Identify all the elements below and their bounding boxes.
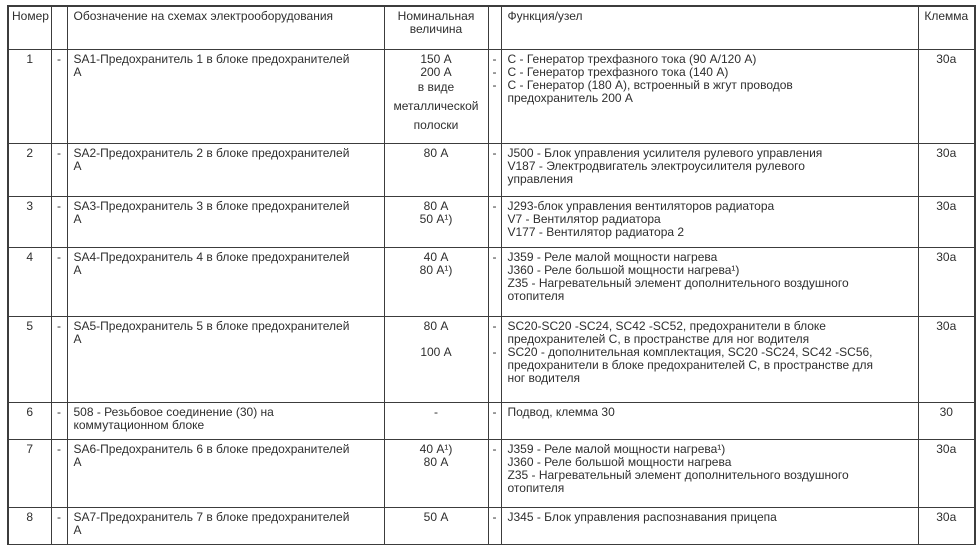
text-line: J359 - Реле малой мощности нагрева <box>507 250 718 264</box>
text-line <box>490 456 500 469</box>
row-dash: - <box>51 248 67 317</box>
text-line: - <box>492 319 497 333</box>
text-line: 80 А <box>423 455 449 469</box>
text-line: SC20-SC20 -SC24, SC42 -SC52, предохранители в блоке <box>507 319 826 333</box>
text-line: - <box>492 510 497 524</box>
designation-cell <box>67 197 384 248</box>
terminal-cell: 30а <box>918 248 975 317</box>
function-node-cell <box>501 508 918 545</box>
text-line: SA7-Предохранитель 7 в блоке предохранителей <box>73 510 350 524</box>
text-line <box>490 290 500 303</box>
text-line: 80 А <box>423 146 449 160</box>
text-line: SA3-Предохранитель 3 в блоке предохранителей <box>73 199 350 213</box>
row-number: 3 <box>8 197 51 248</box>
function-node-cell <box>501 50 918 144</box>
text-line: 80 А <box>423 199 449 213</box>
text-line: коммутационном блоке <box>73 418 205 432</box>
nominal-value-cell <box>384 248 488 317</box>
terminal-cell: 30а <box>918 197 975 248</box>
nominal-value-cell <box>384 508 488 545</box>
text-line: А <box>73 523 82 537</box>
text-line <box>490 264 500 277</box>
text-line: полоски <box>413 118 459 132</box>
text-line: - <box>492 199 497 213</box>
designation-cell <box>67 50 384 144</box>
function-dash-cell <box>488 403 501 440</box>
text-line: 40 А <box>423 250 449 264</box>
function-dash-cell <box>488 50 501 144</box>
text-line <box>490 277 500 290</box>
function-node-cell <box>501 440 918 508</box>
text-line: SA6-Предохранитель 6 в блоке предохранителей <box>73 442 350 456</box>
text-line: Z35 - Нагревательный элемент дополнительного воздушного <box>507 276 849 290</box>
text-line: 100 А <box>420 345 452 359</box>
table-row <box>8 248 975 317</box>
text-line: J500 - Блок управления усилителя рулевого управления <box>507 146 823 160</box>
text-line: предохранители в блоке предохранителей С, в пространстве для <box>507 358 873 372</box>
text-line: 80 А¹) <box>419 263 453 277</box>
text-line <box>490 226 500 239</box>
terminal-cell: 30а <box>918 144 975 197</box>
text-line <box>490 173 500 186</box>
header-terminal: Клемма <box>918 6 975 50</box>
table-row <box>8 197 975 248</box>
text-line: С - Генератор трехфазного тока (140 А) <box>507 65 729 79</box>
text-line: А <box>73 212 82 226</box>
text-line: 150 А <box>420 52 452 66</box>
row-number: 1 <box>8 50 51 144</box>
function-node-cell <box>501 317 918 403</box>
terminal-cell: 30а <box>918 508 975 545</box>
text-line: С - Генератор (180 А), встроенный в жгут проводов <box>507 78 793 92</box>
table-row <box>8 440 975 508</box>
row-number: 2 <box>8 144 51 197</box>
text-line: А <box>73 263 82 277</box>
row-number: 6 <box>8 403 51 440</box>
designation-cell <box>67 440 384 508</box>
header-designation: Обозначение на схемах электрооборудования <box>67 6 384 50</box>
text-line: - <box>492 250 497 264</box>
header-row <box>8 6 975 50</box>
text-line: - <box>492 65 497 79</box>
text-line: А <box>73 65 82 79</box>
row-dash: - <box>51 403 67 440</box>
header-dash-spacer-1 <box>51 6 67 50</box>
terminal-cell: 30а <box>918 440 975 508</box>
terminal-cell: 30а <box>918 50 975 144</box>
designation-cell <box>67 403 384 440</box>
function-node-cell <box>501 403 918 440</box>
table-row <box>8 403 975 440</box>
terminal-cell: 30 <box>918 403 975 440</box>
text-line: SA2-Предохранитель 2 в блоке предохранителей <box>73 146 350 160</box>
text-line: V7 - Вентилятор радиатора <box>507 212 661 226</box>
text-line: - <box>492 442 497 456</box>
nominal-value-cell <box>384 403 488 440</box>
nominal-value-cell <box>384 197 488 248</box>
text-line: SA4-Предохранитель 4 в блоке предохранителей <box>73 250 350 264</box>
row-dash: - <box>51 440 67 508</box>
function-dash-cell <box>488 248 501 317</box>
text-line: Подвод, клемма 30 <box>507 405 615 419</box>
text-line: отопителя <box>507 289 565 303</box>
text-line: - <box>434 405 438 419</box>
function-node-cell <box>501 144 918 197</box>
terminal-cell: 30а <box>918 317 975 403</box>
text-line: SA5-Предохранитель 5 в блоке предохранителей <box>73 319 350 333</box>
text-line: - <box>492 146 497 160</box>
function-dash-cell <box>488 144 501 197</box>
text-line: Z35 - Нагревательный элемент дополнительного воздушного <box>507 468 849 482</box>
text-line: 508 - Резьбовое соединение (30) на <box>73 405 274 419</box>
text-line: SC20 - дополнительная комплектация, SC20 -SC24, SC42 -SC56, <box>507 345 873 359</box>
text-line: А <box>73 455 82 469</box>
text-line: 50 А <box>423 510 449 524</box>
text-line: А <box>73 159 82 173</box>
text-line: управления <box>507 172 573 186</box>
text-line <box>490 482 500 495</box>
text-line: J345 - Блок управления распознавания прицепа <box>507 510 777 524</box>
header-dash-spacer-2 <box>488 6 501 50</box>
text-line: J359 - Реле малой мощности нагрева¹) <box>507 442 726 456</box>
text-line: SA1-Предохранитель 1 в блоке предохранителей <box>73 52 350 66</box>
row-dash: - <box>51 144 67 197</box>
text-line <box>490 160 500 173</box>
text-line: 80 А <box>423 319 449 333</box>
text-line <box>490 372 500 385</box>
text-line: предохранителей С, в пространстве для ног водителя <box>507 332 810 346</box>
text-line: V187 - Электродвигатель электроусилителя рулевого <box>507 159 805 173</box>
row-number: 4 <box>8 248 51 317</box>
function-node-cell <box>501 197 918 248</box>
function-dash-cell <box>488 197 501 248</box>
row-dash: - <box>51 317 67 403</box>
table-body <box>8 50 975 545</box>
text-line: 40 А¹) <box>419 442 453 456</box>
row-dash: - <box>51 197 67 248</box>
table-row <box>8 508 975 545</box>
text-line: ног водителя <box>507 371 581 385</box>
text-line: С - Генератор трехфазного тока (90 А/120 А) <box>507 52 757 66</box>
nominal-value-cell <box>384 50 488 144</box>
table-row <box>8 50 975 144</box>
header-number: Номер <box>8 6 51 50</box>
text-line: в виде <box>417 80 455 94</box>
function-dash-cell <box>488 317 501 403</box>
table-row <box>8 317 975 403</box>
nominal-value-cell <box>384 317 488 403</box>
text-line: 200 А <box>420 65 452 79</box>
text-line: V177 - Вентилятор радиатора 2 <box>507 225 685 239</box>
designation-cell <box>67 144 384 197</box>
text-line: J293-блок управления вентиляторов радиатора <box>507 199 775 213</box>
text-line: отопителя <box>507 481 565 495</box>
text-line: 50 А¹) <box>419 212 453 226</box>
text-line: предохранитель 200 А <box>507 91 633 105</box>
text-line: J360 - Реле большой мощности нагрева¹) <box>507 263 740 277</box>
designation-cell <box>67 508 384 545</box>
nominal-value-cell <box>384 144 488 197</box>
text-line <box>490 213 500 226</box>
row-number: 8 <box>8 508 51 545</box>
designation-cell <box>67 317 384 403</box>
nominal-value-cell <box>384 440 488 508</box>
table-row <box>8 144 975 197</box>
text-line: - <box>492 345 497 359</box>
text-line: - <box>492 52 497 66</box>
text-line <box>490 469 500 482</box>
function-dash-cell <box>488 508 501 545</box>
text-line: металлической <box>393 99 479 113</box>
text-line <box>490 92 500 105</box>
header-function-node: Функция/узел <box>501 6 918 50</box>
row-number: 5 <box>8 317 51 403</box>
function-dash-cell <box>488 440 501 508</box>
text-line: J360 - Реле большой мощности нагрева <box>507 455 732 469</box>
header-nominal-value: Номинальная величина <box>384 6 488 50</box>
text-line: - <box>492 78 497 92</box>
row-dash: - <box>51 508 67 545</box>
row-number: 7 <box>8 440 51 508</box>
text-line: А <box>73 332 82 346</box>
function-node-cell <box>501 248 918 317</box>
text-line <box>490 359 500 372</box>
fuse-table <box>7 5 976 545</box>
row-dash: - <box>51 50 67 144</box>
designation-cell <box>67 248 384 317</box>
text-line: - <box>492 405 497 419</box>
